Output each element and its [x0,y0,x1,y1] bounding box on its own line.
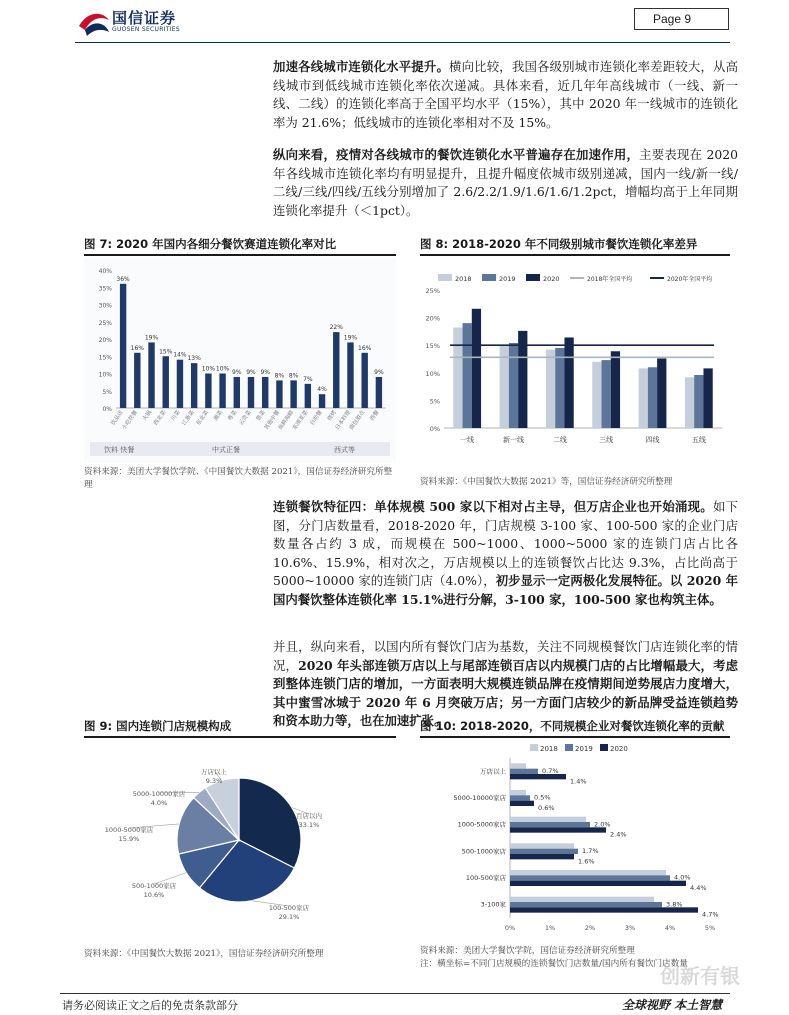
fig10-data-label: 0.5% [534,793,551,802]
para3-body: 如下图，分门店数量看，2018-2020 年，门店规模 3-100 家、100-500 家的企业门店数量各占约 3 成，而规模在 500~1000、1000~5000 家的连锁门店占比各 10.6%、15.9%，相对次之，万店规模以上的连锁餐饮占比达 9.3%，占比尚高于 5000~10000 家的连锁门店（4.0%）， [273,499,738,588]
footer-slogan: 全球视野 本土智慧 [622,998,723,1012]
fig10-bar-2020 [510,881,686,886]
fig7-bar [205,374,211,409]
fig7-data-label: 8% [288,372,299,380]
para4-body: 并且，纵向来看，以国内所有餐饮门店为基数，关注不同规模餐饮门店连锁化率的情况， [273,639,738,673]
fig7-data-label: 7% [303,375,313,383]
fig8-bar-2018 [453,328,462,428]
fig10-x-tick-label: 2% [584,924,596,932]
fig8-y-tick-label: 15% [425,342,440,351]
fig7-bar [248,377,254,408]
fig9-slice-name: 500-1000家店 [131,882,177,890]
fig8-bar-2020 [611,351,620,428]
fig7-data-label: 19% [343,334,358,342]
fig7-y-tick-label: 15% [98,354,112,362]
page-number: Page 9 [634,8,729,30]
fig8-legend-label: 2018年全国平均 [587,276,633,283]
fig10-bar-2019 [510,875,670,880]
fig7-category-label: 东南亚菜 [291,409,310,432]
fig10-bar-2020 [510,827,606,832]
fig9-slice-name: 万店以上 [201,768,227,776]
fig7-data-label: 9% [246,368,256,376]
para4-emphasis: 2020 年头部连锁万店以上与尾部连锁百店以内规模门店的占比增幅最大，考虑到整体连锁门店的增加，一方面表明大规模连锁品牌在疫情期间逆势展店力度增大，其中蜜雪冰城于 2020 年 6 月突破万店；另一方面门店较少的新品牌受益连锁趋势和资本助力等，也在加速扩张。 [273,657,738,728]
fig10-bar-2020 [510,801,534,806]
fig8-chart [420,258,730,463]
fig9-chart [84,740,396,940]
fig7-y-tick-label: 30% [98,302,112,310]
fig7-data-label: 22% [329,324,343,332]
fig10-category-label: 1000-5000家店 [457,820,506,829]
fig8-category-label: 五线 [691,436,706,444]
fig7-data-label: 10% [215,365,230,373]
fig7-y-tick-label: 5% [102,388,112,396]
fig8-y-tick-label: 25% [425,287,440,295]
fig8-bar-2018 [592,362,601,428]
fig7-title-rule [84,254,396,256]
fig7-data-label: 15% [159,348,173,356]
fig7-data-label: 14% [173,351,187,359]
fig9-slice-value: 10.6% [143,891,165,899]
fig10-x-tick-label: 1% [544,924,556,932]
para2-heading: 纵向来看，疫情对各线城市的餐饮连锁化水平普遍存在加速作用， [273,147,640,162]
fig10-bar-2018 [510,843,574,848]
fig8-bar-2020 [564,337,573,428]
logo-name: 国信证券 [112,9,177,27]
fig7-category-label: 云贵菜 [238,409,253,427]
fig7-data-label: 10% [201,365,216,373]
fig7-category-label: 其他中餐 [263,409,282,432]
fig8-bar-2019 [463,323,472,428]
fig10-category-label: 5000-10000家店 [453,794,506,802]
fig7-category-label: 饮品店 [110,409,125,427]
fig10-note: 注：横坐标=不同门店规模的连锁餐饮门店数量/国内所有餐饮门店数量 [420,959,688,969]
fig9-title: 图 9: 国内连锁门店规模构成 [84,719,232,733]
fig10-category-label: 万店以上 [480,767,506,776]
fig10-bar-2019 [510,902,662,907]
para3-conclusion: 初步显示一定两极化发展特征。以 2020 年国内餐饮整体连锁化率 15.1%进行分解，3-100 家，100-500 家也构筑主体。 [273,573,738,607]
fig7-group-label: 饮料 快餐 [104,446,135,454]
fig9-slice-name: 100-500家店 [268,904,310,912]
fig10-bar-2020 [510,854,574,859]
fig7-y-tick-label: 0% [102,406,112,413]
fig10-data-label: 4.7% [702,910,719,919]
fig7-data-label: 16% [130,344,144,352]
para1-heading: 加速各线城市连锁化水平提升。 [273,59,450,74]
fig7-data-label: 16% [358,344,372,352]
fig8-legend-label: 2018 [455,275,472,283]
fig7-category-label: 自助餐 [309,409,324,427]
fig8-bar-2020 [703,368,712,428]
fig7-bar [177,360,183,408]
fig9-slice-value: 33.1% [298,821,320,829]
fig8-bar-2019 [602,360,611,428]
fig10-data-label: 0.6% [538,804,555,812]
fig7-category-label: 鱼鲜海鲜 [277,409,296,432]
fig10-bar-2019 [510,822,590,827]
fig10-category-label: 3-100家 [480,900,506,909]
fig7-bar [163,356,169,408]
fig7-data-label: 13% [187,355,201,363]
fig10-x-tick-label: 5% [704,924,716,932]
fig7-bar [148,342,154,408]
fig9-slice-value: 29.1% [278,913,300,921]
fig7-bar [347,342,353,408]
fig10-data-label: 1.4% [570,777,587,786]
fig7-bar [276,380,282,408]
fig8-title-rule [420,254,730,256]
fig10-x-tick-label: 3% [624,924,636,932]
fig8-category-label: 四线 [645,436,660,444]
fig7-bar [333,332,339,408]
fig7-bar [290,380,296,408]
fig8-legend-label: 2020年全国平均 [667,276,713,283]
fig7-bar [319,394,325,408]
fig10-data-label: 1.6% [578,857,595,866]
fig10-data-label: 3.8% [666,900,683,909]
fig8-y-tick-label: 20% [425,314,440,323]
fig7-chart [84,258,396,463]
fig8-source: 资料来源：《中国餐饮大数据 2021》等，国信证券经济研究所整理 [420,477,673,487]
fig7-category-label: 鲁菜 [255,409,267,423]
fig7-category-label: 小吃快餐 [121,409,139,432]
paragraph-city-chain-rate [273,58,738,132]
fig8-y-tick-label: 5% [429,397,440,406]
paragraph-head-tail [273,638,738,731]
fig9-slice-name: 百店以内 [296,812,322,820]
header-divider [75,42,730,43]
fig7-bar [120,284,126,408]
fig7-title: 图 7: 2020 年国内各细分餐饮赛道连锁化率对比 [84,237,337,251]
paragraph-store-scale [273,498,738,609]
fig7-y-tick-label: 10% [98,371,112,379]
fig8-legend-swatch [482,274,496,281]
fig10-x-tick-label: 0% [504,924,516,932]
fig9-slice-name: 5000-10000家店 [132,790,186,798]
fig7-bar [234,377,240,408]
fig10-data-label: 0.7% [542,767,559,775]
fig10-chart [420,740,730,940]
fig8-legend-swatch [526,274,540,281]
fig10-data-label: 1.7% [582,847,599,855]
fig8-category-label: 二线 [552,436,567,444]
fig10-legend-label: 2018 [540,745,558,753]
fig7-bar [361,353,367,408]
fig8-category-label: 一线 [460,436,475,444]
fig10-data-label: 2.4% [610,830,627,839]
fig8-y-tick-label: 10% [425,369,440,378]
fig7-category-label: 西餐 [369,409,381,423]
fig8-title: 图 8: 2018-2020 年不同级别城市餐饮连锁化率差异 [420,237,698,251]
fig9-source: 资料来源：《中国餐饮大数据 2021》，国信证券经济研究所整理 [84,949,324,959]
logo-english: GUOSEN SECURITIES [112,26,181,33]
fig7-category-label: 烧烤 [326,409,338,423]
fig7-data-label: 8% [274,372,285,380]
fig7-data-label: 9% [374,368,384,376]
paragraph-pandemic-effect [273,146,738,220]
fig10-legend-swatch [600,744,608,751]
fig7-category-label: 粤菜 [227,409,239,423]
fig9-slice-value: 4.0% [150,799,168,807]
watermark-text: 创新有银 [660,964,740,988]
fig8-bar-2019 [509,343,518,428]
fig7-category-label: 西北菜 [152,409,168,427]
fig10-title-rule [420,736,730,738]
fig10-category-label: 100-500家店 [465,874,506,882]
fig7-y-tick-label: 20% [98,337,112,344]
fig8-legend-label: 2019 [499,275,516,283]
fig10-data-label: 4.0% [674,873,691,882]
fig10-bar-2019 [510,849,578,854]
fig7-category-label: 东北菜 [195,409,211,427]
fig7-category-label: 面包甜点 [348,409,367,432]
fig10-legend-label: 2019 [575,745,593,753]
fig8-bar-2018 [546,350,555,428]
fig10-data-label: 4.4% [690,884,707,892]
fig7-bar [262,377,268,408]
fig10-bar-2019 [510,795,530,800]
fig8-bar-2019 [555,348,564,428]
fig7-y-tick-label: 35% [98,285,112,293]
fig8-bar-2018 [685,377,694,428]
para1-body: 横向比较，我国各级别城市连锁化率差距较大，从高线城市到低线城市连锁化率依次递减。具体来看，近几年年高线城市（一线、新一线、二线）的连锁化率高于全国平均水平（15%），其中 2020 年一线城市的连锁化率为 21.6%；低线城市的连锁化率相对不及 15%。 [273,59,739,130]
para2-body: 主要表现在 2020 年各线城市连锁化率均有明显提升，且提升幅度依城市级别递减，国内一线/新一线/二线/三线/四线/五线分别增加了 2.6/2.2/1.9/1.6/1.6/1.2pct，增幅均高于上年同期连锁化率提升（＜1pct）。 [273,147,738,218]
fig7-data-label: 19% [144,334,159,342]
fig8-legend-swatch [438,274,452,281]
fig10-x-tick-label: 4% [664,924,676,932]
page-header [0,0,789,50]
fig8-bar-2018 [639,368,648,428]
fig7-bar [305,384,311,408]
fig8-bar-2019 [694,375,703,428]
fig7-data-label: 36% [116,275,130,283]
fig8-legend-label: 2020 [543,275,560,283]
fig10-data-label: 2.0% [594,820,611,829]
fig8-category-label: 新一线 [503,436,524,444]
fig9-title-rule [84,736,396,738]
fig9-slice-value: 15.9% [118,835,140,843]
fig7-group-label: 西式等 [334,446,355,454]
fig7-bar [376,377,382,408]
fig9-slice-name: 1000-5000家店 [104,826,154,834]
fig7-data-label: 4% [317,386,327,394]
fig7-bar [219,374,225,409]
fig7-group-label: 中式正餐 [212,446,240,454]
fig10-legend-swatch [530,744,538,751]
fig10-legend-swatch [565,744,573,751]
fig10-legend-label: 2020 [610,745,628,753]
fig7-bar [191,363,197,408]
fig7-y-tick-label: 25% [98,319,112,327]
fig8-bar-2020 [657,358,666,428]
para3-heading: 连锁餐饮特征四：单体规模 500 家以下相对占主导，但万店企业也开始涌现。 [273,499,713,514]
fig7-source: 资料来源：美团大学餐饮学院、《中国餐饮大数据 2021》，国信证券经济研究所整理 [84,467,393,490]
fig10-bar-2018 [510,763,526,768]
fig10-source: 资料来源：美团大学餐饮学院，国信证券经济研究所整理 [420,946,635,956]
watermark-logo-icon [600,945,785,1005]
fig7-bar [134,353,140,408]
fig7-category-label: 江浙菜 [181,409,196,427]
fig10-title: 图 10: 2018-2020，不同规模企业对餐饮连锁化率的贡献 [420,719,725,733]
fig10-bar-2018 [510,897,654,902]
fig7-y-tick-label: 40% [98,268,112,275]
fig7-data-label: 9% [260,368,270,376]
fig7-category-label: 火锅 [141,409,154,423]
fig7-category-label: 川菜 [170,409,182,423]
footer-disclaimer: 请务必阅读正文之后的免责条款部分 [62,999,238,1012]
fig8-bar-2019 [648,367,657,428]
fig10-bar-2018 [510,790,526,795]
fig7-category-label: 湘菜 [212,409,225,423]
fig10-bar-2018 [510,870,666,875]
fig8-y-tick-label: 0% [429,425,440,433]
fig8-category-label: 三线 [599,436,614,444]
fig10-bar-2018 [510,817,586,822]
fig7-category-label: 日本料理 [334,409,353,432]
fig8-bar-2020 [472,309,481,428]
fig9-slice-value: 9.3% [205,777,223,785]
fig10-category-label: 500-1000家店 [461,847,506,856]
fig7-data-label: 9% [232,368,242,376]
fig10-bar-2019 [510,769,538,774]
